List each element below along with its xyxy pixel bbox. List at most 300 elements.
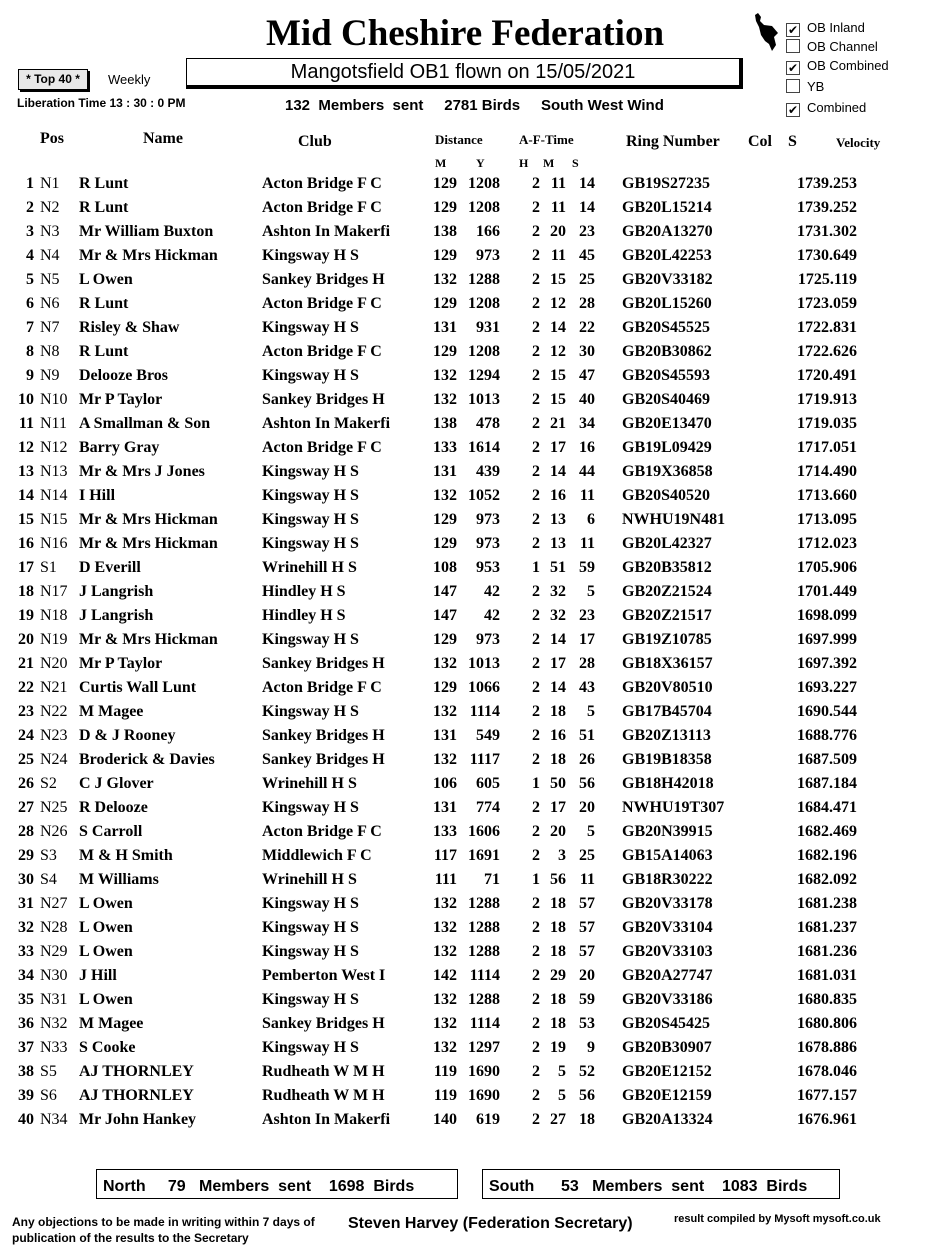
- cell-minutes: 11: [550, 175, 566, 192]
- table-row: [0, 628, 857, 652]
- cell-club: Acton Bridge F C: [262, 679, 382, 696]
- cell-seconds: 5: [587, 583, 595, 600]
- table-row: [0, 652, 857, 676]
- cell-seconds: 9: [587, 1039, 595, 1056]
- cell-seconds: 22: [579, 319, 595, 336]
- cell-pos: 31: [18, 895, 34, 912]
- cell-club: Kingsway H S: [262, 535, 359, 552]
- cell-club: Acton Bridge F C: [262, 295, 382, 312]
- cell-miles: 108: [433, 559, 457, 576]
- cell-yards: 1114: [469, 703, 500, 720]
- cell-hours: 2: [532, 367, 540, 384]
- col-header-pos: Pos: [40, 130, 64, 147]
- cell-yards: 973: [476, 535, 500, 552]
- cell-velocity: 1681.237: [797, 919, 857, 936]
- cell-hours: 2: [532, 607, 540, 624]
- cell-ring-number: GB20L15260: [622, 295, 712, 312]
- cell-seconds: 14: [579, 175, 595, 192]
- cell-ring-number: GB20V33186: [622, 991, 713, 1008]
- cell-code: N11: [40, 415, 67, 432]
- table-row: [0, 412, 857, 436]
- cell-pos: 23: [18, 703, 34, 720]
- cell-code: N4: [40, 247, 60, 264]
- table-row: [0, 292, 857, 316]
- cell-miles: 129: [433, 247, 457, 264]
- cell-pos: 8: [26, 343, 34, 360]
- cell-hours: 2: [532, 391, 540, 408]
- col-header-yards: Y: [476, 156, 485, 170]
- cell-code: N26: [40, 823, 68, 840]
- cell-seconds: 59: [579, 559, 595, 576]
- cell-miles: 132: [433, 991, 457, 1008]
- cell-seconds: 20: [579, 799, 595, 816]
- checkbox-ob-inland-box[interactable]: ✔: [787, 23, 799, 37]
- checkbox-ob-channel[interactable]: [786, 39, 878, 56]
- cell-miles: 119: [433, 1087, 457, 1104]
- cell-yards: 931: [476, 319, 500, 336]
- cell-code: N19: [40, 631, 68, 648]
- cell-ring-number: GB20B30907: [622, 1039, 712, 1056]
- cell-seconds: 17: [579, 631, 595, 648]
- cell-code: N18: [40, 607, 68, 624]
- cell-seconds: 11: [579, 487, 595, 504]
- cell-miles: 129: [433, 343, 457, 360]
- cell-yards: 1614: [468, 439, 500, 456]
- cell-miles: 106: [433, 775, 457, 792]
- table-row: [0, 340, 857, 364]
- cell-minutes: 13: [550, 535, 566, 552]
- cell-velocity: 1713.660: [797, 487, 857, 504]
- north-summary: North 79 Members sent 1698 Birds: [96, 1169, 458, 1199]
- cell-pos: 18: [18, 583, 34, 600]
- cell-yards: 1606: [468, 823, 500, 840]
- table-row: [0, 1012, 857, 1036]
- cell-pos: 39: [18, 1087, 34, 1104]
- cell-pos: 17: [18, 559, 34, 576]
- top40-button[interactable]: * Top 40 *: [18, 69, 88, 90]
- cell-yards: 1052: [468, 487, 500, 504]
- col-header-club: Club: [298, 133, 332, 150]
- cell-seconds: 53: [579, 1015, 595, 1032]
- cell-yards: 1288: [468, 919, 500, 936]
- cell-code: N16: [40, 535, 68, 552]
- cell-club: Kingsway H S: [262, 463, 359, 480]
- cell-name: Delooze Bros: [79, 367, 169, 384]
- cell-minutes: 15: [550, 271, 566, 288]
- cell-name: Mr & Mrs Hickman: [79, 631, 218, 648]
- cell-hours: 2: [532, 919, 540, 936]
- cell-seconds: 20: [579, 967, 595, 984]
- cell-seconds: 52: [579, 1063, 595, 1080]
- cell-ring-number: GB20V80510: [622, 679, 713, 696]
- cell-seconds: 43: [579, 679, 595, 696]
- cell-name: D & J Rooney: [79, 727, 176, 744]
- cell-ring-number: GB20S40520: [622, 487, 711, 504]
- cell-pos: 10: [18, 391, 34, 408]
- cell-minutes: 32: [550, 607, 566, 624]
- cell-name: Mr & Mrs Hickman: [79, 247, 218, 264]
- cell-yards: 166: [476, 223, 500, 240]
- cell-miles: 132: [433, 703, 457, 720]
- cell-pos: 5: [26, 271, 34, 288]
- pigeon-logo-icon: [752, 11, 780, 51]
- cell-club: Hindley H S: [262, 583, 346, 600]
- cell-code: N20: [40, 655, 68, 672]
- cell-pos: 4: [26, 247, 34, 264]
- table-row: [0, 220, 857, 244]
- secretary-name: Steven Harvey (Federation Secretary): [348, 1215, 633, 1232]
- checkbox-combined-box[interactable]: ✔: [787, 103, 799, 117]
- col-header-miles: M: [435, 156, 447, 170]
- cell-name: M & H Smith: [79, 847, 173, 864]
- cell-name: Mr P Taylor: [79, 391, 163, 408]
- checkbox-yb[interactable]: [786, 79, 824, 96]
- table-row: [0, 820, 857, 844]
- cell-name: Mr John Hankey: [79, 1111, 197, 1128]
- cell-velocity: 1717.051: [797, 439, 857, 456]
- cell-ring-number: GB20L42327: [622, 535, 712, 552]
- cell-seconds: 40: [579, 391, 595, 408]
- cell-ring-number: GB20A13324: [622, 1111, 713, 1128]
- cell-ring-number: GB20E12159: [622, 1087, 712, 1104]
- cell-name: AJ THORNLEY: [79, 1087, 194, 1104]
- cell-club: Kingsway H S: [262, 487, 359, 504]
- cell-ring-number: GB20A27747: [622, 967, 713, 984]
- cell-ring-number: GB19B18358: [622, 751, 712, 768]
- cell-velocity: 1684.471: [797, 799, 857, 816]
- table-row: [0, 436, 857, 460]
- cell-hours: 2: [532, 463, 540, 480]
- cell-code: N31: [40, 991, 68, 1008]
- cell-yards: 42: [484, 583, 500, 600]
- cell-club: Kingsway H S: [262, 367, 359, 384]
- cell-name: M Magee: [79, 1015, 144, 1032]
- table-row: [0, 1060, 857, 1084]
- cell-velocity: 1682.196: [797, 847, 857, 864]
- cell-ring-number: GB19S27235: [622, 175, 711, 192]
- cell-code: N28: [40, 919, 68, 936]
- cell-club: Ashton In Makerfi: [262, 415, 391, 432]
- cell-club: Sankey Bridges H: [262, 655, 385, 672]
- cell-code: N32: [40, 1015, 68, 1032]
- cell-hours: 2: [532, 847, 540, 864]
- cell-miles: 132: [433, 1039, 457, 1056]
- compiled-by: result compiled by Mysoft mysoft.co.uk: [674, 1213, 881, 1225]
- cell-seconds: 11: [579, 871, 595, 888]
- cell-pos: 40: [18, 1111, 34, 1128]
- cell-pos: 35: [18, 991, 34, 1008]
- cell-code: N10: [40, 391, 68, 408]
- cell-minutes: 11: [550, 247, 566, 264]
- cell-seconds: 25: [579, 271, 595, 288]
- members-summary: 132 Members sent 2781 Birds South West Wind: [285, 97, 664, 114]
- cell-code: N13: [40, 463, 68, 480]
- cell-ring-number: GB20L15214: [622, 199, 712, 216]
- cell-seconds: 56: [579, 1087, 595, 1104]
- cell-club: Middlewich F C: [262, 847, 372, 864]
- cell-pos: 16: [18, 535, 34, 552]
- cell-pos: 3: [26, 223, 34, 240]
- cell-name: C J Glover: [79, 775, 154, 792]
- cell-miles: 132: [433, 655, 457, 672]
- cell-minutes: 27: [550, 1111, 566, 1128]
- checkbox-combined[interactable]: [786, 100, 866, 117]
- cell-name: Barry Gray: [79, 439, 160, 456]
- cell-hours: 1: [532, 559, 540, 576]
- cell-pos: 24: [18, 727, 34, 744]
- cell-name: J Langrish: [79, 607, 154, 624]
- cell-name: J Langrish: [79, 583, 154, 600]
- cell-velocity: 1714.490: [797, 463, 857, 480]
- cell-pos: 33: [18, 943, 34, 960]
- cell-hours: 2: [532, 1111, 540, 1128]
- cell-miles: 133: [433, 439, 457, 456]
- cell-code: N33: [40, 1039, 68, 1056]
- cell-miles: 132: [433, 391, 457, 408]
- cell-velocity: 1713.095: [797, 511, 857, 528]
- cell-minutes: 14: [550, 679, 566, 696]
- cell-pos: 13: [18, 463, 34, 480]
- cell-pos: 22: [18, 679, 34, 696]
- table-row: [0, 1084, 857, 1108]
- cell-club: Kingsway H S: [262, 631, 359, 648]
- cell-velocity: 1697.392: [797, 655, 857, 672]
- cell-minutes: 19: [550, 1039, 566, 1056]
- cell-hours: 1: [532, 871, 540, 888]
- cell-miles: 131: [433, 799, 457, 816]
- cell-hours: 2: [532, 631, 540, 648]
- cell-miles: 129: [433, 295, 457, 312]
- cell-ring-number: GB20S45425: [622, 1015, 711, 1032]
- cell-minutes: 18: [550, 895, 566, 912]
- cell-pos: 14: [18, 487, 34, 504]
- checkbox-yb-label: YB: [807, 79, 825, 94]
- cell-velocity: 1680.806: [797, 1015, 857, 1032]
- cell-name: Risley & Shaw: [79, 319, 180, 336]
- checkbox-ob-combined[interactable]: [786, 58, 889, 75]
- cell-minutes: 5: [558, 1063, 566, 1080]
- checkbox-ob-inland[interactable]: [786, 20, 865, 37]
- cell-yards: 1013: [468, 655, 500, 672]
- cell-club: Sankey Bridges H: [262, 727, 385, 744]
- cell-minutes: 12: [550, 343, 566, 360]
- cell-name: Mr P Taylor: [79, 655, 163, 672]
- cell-club: Acton Bridge F C: [262, 343, 382, 360]
- cell-name: R Lunt: [79, 295, 129, 312]
- checkbox-combined-label: Combined: [807, 100, 867, 115]
- cell-code: S1: [40, 559, 57, 576]
- cell-minutes: 17: [550, 655, 566, 672]
- cell-miles: 111: [434, 871, 457, 888]
- cell-name: L Owen: [79, 271, 133, 288]
- table-row: [0, 316, 857, 340]
- cell-code: N34: [40, 1111, 68, 1128]
- cell-ring-number: GB20V33178: [622, 895, 713, 912]
- table-row: [0, 892, 857, 916]
- cell-ring-number: GB15A14063: [622, 847, 713, 864]
- cell-yards: 1690: [468, 1087, 500, 1104]
- cell-ring-number: NWHU19N481: [622, 511, 726, 528]
- cell-code: N21: [40, 679, 68, 696]
- cell-seconds: 11: [579, 535, 595, 552]
- table-row: [0, 772, 857, 796]
- cell-yards: 973: [476, 631, 500, 648]
- table-row: [0, 532, 857, 556]
- cell-code: N25: [40, 799, 68, 816]
- cell-hours: 2: [532, 175, 540, 192]
- cell-velocity: 1693.227: [797, 679, 857, 696]
- cell-name: J Hill: [79, 967, 117, 984]
- checkbox-yb-box[interactable]: [786, 79, 800, 93]
- col-header-s: S: [788, 133, 797, 150]
- cell-hours: 2: [532, 751, 540, 768]
- cell-hours: 2: [532, 223, 540, 240]
- checkbox-ob-channel-box[interactable]: [786, 39, 800, 53]
- cell-ring-number: GB20N39915: [622, 823, 713, 840]
- cell-ring-number: GB20E12152: [622, 1063, 712, 1080]
- cell-hours: 2: [532, 295, 540, 312]
- cell-club: Kingsway H S: [262, 703, 359, 720]
- cell-code: S2: [40, 775, 57, 792]
- cell-ring-number: GB18X36157: [622, 655, 713, 672]
- cell-hours: 2: [532, 199, 540, 216]
- cell-ring-number: GB20S45593: [622, 367, 711, 384]
- cell-velocity: 1687.509: [797, 751, 857, 768]
- cell-pos: 28: [18, 823, 34, 840]
- cell-name: L Owen: [79, 943, 133, 960]
- table-row: [0, 940, 857, 964]
- cell-hours: 2: [532, 415, 540, 432]
- checkbox-ob-channel-label: OB Channel: [807, 39, 878, 54]
- cell-miles: 140: [433, 1111, 457, 1128]
- cell-pos: 36: [18, 1015, 34, 1032]
- cell-club: Wrinehill H S: [262, 871, 357, 888]
- cell-code: N24: [40, 751, 68, 768]
- cell-minutes: 18: [550, 751, 566, 768]
- cell-hours: 2: [532, 343, 540, 360]
- cell-club: Ashton In Makerfi: [262, 1111, 391, 1128]
- cell-seconds: 6: [587, 511, 595, 528]
- cell-club: Sankey Bridges H: [262, 271, 385, 288]
- cell-name: R Lunt: [79, 199, 129, 216]
- table-row: [0, 484, 857, 508]
- cell-miles: 119: [433, 1063, 457, 1080]
- cell-code: S3: [40, 847, 57, 864]
- cell-velocity: 1690.544: [797, 703, 857, 720]
- cell-minutes: 15: [550, 391, 566, 408]
- cell-minutes: 18: [550, 1015, 566, 1032]
- cell-club: Hindley H S: [262, 607, 346, 624]
- cell-pos: 19: [18, 607, 34, 624]
- cell-ring-number: GB19Z10785: [622, 631, 712, 648]
- cell-minutes: 51: [550, 559, 566, 576]
- cell-minutes: 56: [550, 871, 566, 888]
- cell-name: R Delooze: [79, 799, 148, 816]
- cell-velocity: 1701.449: [797, 583, 857, 600]
- cell-ring-number: NWHU19T307: [622, 799, 725, 816]
- cell-hours: 2: [532, 1063, 540, 1080]
- checkbox-ob-combined-box[interactable]: ✔: [787, 61, 799, 75]
- cell-seconds: 14: [579, 199, 595, 216]
- table-row: [0, 988, 857, 1012]
- weekly-label: Weekly: [108, 72, 151, 87]
- cell-seconds: 44: [579, 463, 595, 480]
- race-title: Mangotsfield OB1 flown on 15/05/2021: [186, 58, 743, 89]
- cell-velocity: 1731.302: [797, 223, 857, 240]
- cell-club: Kingsway H S: [262, 247, 359, 264]
- cell-seconds: 23: [579, 607, 595, 624]
- cell-seconds: 30: [579, 343, 595, 360]
- cell-seconds: 28: [579, 655, 595, 672]
- table-row: [0, 700, 857, 724]
- cell-name: AJ THORNLEY: [79, 1063, 194, 1080]
- cell-hours: 2: [532, 943, 540, 960]
- cell-velocity: 1722.626: [797, 343, 857, 360]
- cell-seconds: 16: [579, 439, 595, 456]
- cell-yards: 42: [484, 607, 500, 624]
- cell-ring-number: GB20S40469: [622, 391, 711, 408]
- cell-code: N23: [40, 727, 68, 744]
- cell-code: N15: [40, 511, 68, 528]
- cell-velocity: 1719.913: [797, 391, 857, 408]
- cell-name: D Everill: [79, 559, 141, 576]
- cell-minutes: 18: [550, 919, 566, 936]
- cell-hours: 2: [532, 823, 540, 840]
- cell-club: Kingsway H S: [262, 895, 359, 912]
- table-row: [0, 868, 857, 892]
- cell-miles: 132: [433, 487, 457, 504]
- cell-velocity: 1678.046: [797, 1063, 857, 1080]
- cell-miles: 147: [433, 607, 457, 624]
- cell-miles: 132: [433, 919, 457, 936]
- cell-club: Kingsway H S: [262, 319, 359, 336]
- cell-club: Pemberton West I: [262, 967, 386, 984]
- table-row: [0, 460, 857, 484]
- cell-code: S4: [40, 871, 57, 888]
- cell-seconds: 59: [579, 991, 595, 1008]
- cell-velocity: 1681.236: [797, 943, 857, 960]
- cell-club: Acton Bridge F C: [262, 439, 382, 456]
- table-row: [0, 556, 857, 580]
- cell-velocity: 1687.184: [797, 775, 857, 792]
- cell-name: Mr & Mrs J Jones: [79, 463, 205, 480]
- cell-pos: 25: [18, 751, 34, 768]
- cell-pos: 38: [18, 1063, 34, 1080]
- cell-minutes: 18: [550, 943, 566, 960]
- cell-seconds: 57: [579, 895, 595, 912]
- checkbox-ob-inland-label: OB Inland: [807, 20, 865, 35]
- cell-code: N3: [40, 223, 60, 240]
- table-row: [0, 268, 857, 292]
- cell-ring-number: GB20A13270: [622, 223, 713, 240]
- cell-code: N8: [40, 343, 60, 360]
- table-row: [0, 844, 857, 868]
- cell-code: N1: [40, 175, 60, 192]
- cell-code: N29: [40, 943, 68, 960]
- table-row: [0, 508, 857, 532]
- cell-yards: 549: [476, 727, 500, 744]
- col-header-minutes: M: [543, 156, 555, 170]
- cell-pos: 21: [18, 655, 34, 672]
- cell-minutes: 16: [550, 487, 566, 504]
- cell-yards: 774: [476, 799, 500, 816]
- cell-velocity: 1723.059: [797, 295, 857, 312]
- cell-minutes: 11: [550, 199, 566, 216]
- cell-minutes: 17: [550, 799, 566, 816]
- cell-pos: 11: [18, 415, 34, 432]
- cell-velocity: 1677.157: [797, 1087, 857, 1104]
- cell-velocity: 1682.092: [797, 871, 857, 888]
